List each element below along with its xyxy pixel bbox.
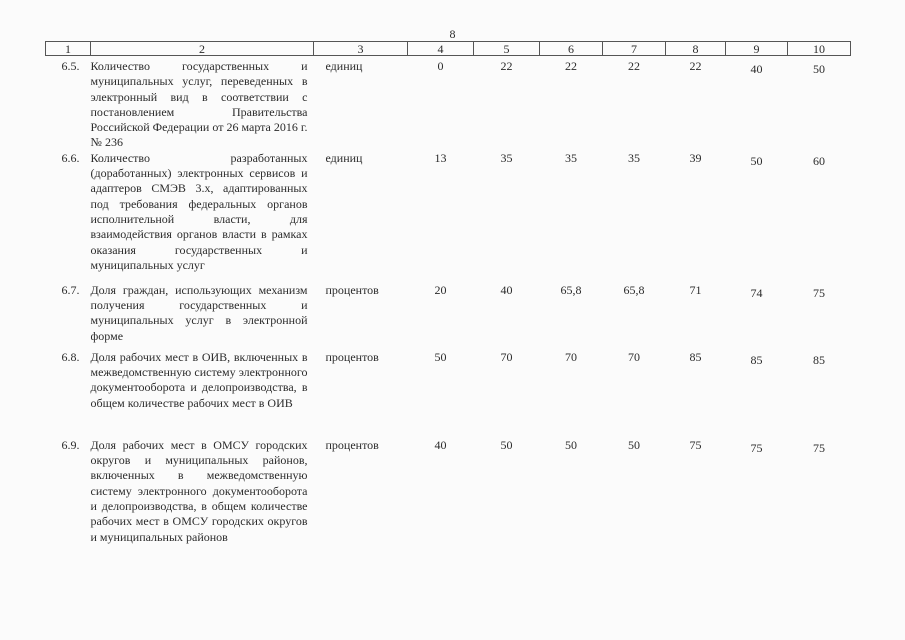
table-row — [46, 151, 851, 283]
column-number: 5 — [474, 42, 540, 56]
value-text: 40 — [750, 62, 763, 76]
indicator-value: 0 — [437, 59, 444, 73]
indicator-value: 40 — [500, 282, 513, 297]
column-number: 6 — [540, 42, 603, 56]
indicator-description: Доля граждан, использующих механизм получения государственных и муниципальных услуг в электронной форме — [90, 282, 308, 343]
value-text: 50 — [813, 62, 825, 76]
indicator-value: 35 — [565, 150, 577, 165]
row-number: 6.6. — [61, 150, 80, 165]
indicator-value: 50 — [565, 437, 577, 452]
indicator-value: 71 — [689, 282, 702, 297]
indicator-value — [726, 438, 788, 568]
column-number: 9 — [726, 42, 788, 56]
value-text: 74 — [750, 285, 763, 300]
indicator-value: 39 — [689, 150, 702, 165]
row-number: 6.9. — [61, 437, 80, 452]
indicator-value — [788, 56, 851, 151]
indicator-value — [788, 283, 851, 350]
indicator-value: 50 — [500, 437, 513, 452]
indicator-description: Доля рабочих мест в ОМСУ городских округов и муниципальных районов, включенных в межведомственную систему электронного документооборота и делопроизводства, в общем количестве рабочих мест в ОМСУ городских округов и муниципальных районов — [90, 437, 308, 544]
unit-of-measure: процентов — [325, 437, 379, 452]
column-number: 1 — [46, 42, 91, 56]
page-number: 8 — [449, 27, 456, 41]
value-text: 75 — [750, 440, 763, 455]
unit-of-measure: процентов — [325, 282, 379, 297]
indicator-description: Количество государственных и муниципальных услуг, переведенных в электронный вид в соответствии с постановлением Правительства Российской Федерации от 26 марта 2016 г. № 236 — [90, 59, 308, 150]
unit-of-measure: процентов — [325, 349, 379, 364]
column-number: 4 — [408, 42, 474, 56]
value-text: 75 — [813, 285, 825, 300]
table-row — [46, 438, 851, 568]
table-row — [46, 283, 851, 350]
table-row — [46, 350, 851, 438]
indicator-value: 70 — [565, 349, 577, 364]
value-text: 75 — [813, 440, 825, 455]
indicator-value: 35 — [500, 150, 513, 165]
indicator-value: 70 — [500, 349, 513, 364]
row-number: 6.8. — [61, 349, 80, 364]
indicator-value: 40 — [434, 437, 447, 452]
indicator-value: 20 — [434, 282, 447, 297]
column-number-header — [46, 42, 851, 56]
value-text: 50 — [750, 153, 763, 168]
indicator-description: Количество разработанных (доработанных) электронных сервисов и адаптеров СМЭВ 3.х, адаптированных под требования федеральных органов исполнительной власти, для взаимодействия органов власти в рамках оказания государственных и муниципальных услуг — [90, 150, 308, 272]
table-row — [46, 56, 851, 151]
indicator-value: 65,8 — [560, 282, 582, 297]
indicator-value: 50 — [628, 437, 640, 452]
indicator-value — [726, 350, 788, 438]
unit-of-measure: единиц — [325, 150, 363, 165]
indicator-value: 35 — [628, 150, 640, 165]
row-number: 6.7. — [61, 282, 80, 297]
indicator-value — [788, 438, 851, 568]
indicator-value: 85 — [689, 349, 702, 364]
indicator-value: 22 — [689, 59, 702, 73]
indicator-value — [726, 283, 788, 350]
indicator-value: 75 — [689, 437, 702, 452]
indicator-value: 22 — [628, 59, 640, 73]
indicator-value — [726, 56, 788, 151]
column-number: 10 — [788, 42, 851, 56]
indicator-value: 50 — [434, 349, 447, 364]
column-number: 8 — [666, 42, 726, 56]
column-number: 7 — [603, 42, 666, 56]
value-text: 85 — [813, 352, 825, 367]
indicator-value: 13 — [434, 150, 447, 165]
row-number: 6.5. — [61, 59, 80, 73]
indicator-value: 70 — [628, 349, 640, 364]
value-text: 60 — [813, 153, 825, 168]
indicator-description: Доля рабочих мест в ОИВ, включенных в межведомственную систему электронного документооборота и делопроизводства, в общем количестве рабочих мест в ОИВ — [90, 349, 308, 410]
indicator-value — [726, 151, 788, 283]
column-number: 3 — [314, 42, 408, 56]
unit-of-measure: единиц — [325, 59, 363, 73]
indicator-value — [788, 151, 851, 283]
indicator-value: 22 — [565, 59, 577, 73]
indicators-table — [45, 41, 851, 568]
value-text: 85 — [750, 352, 763, 367]
column-number: 2 — [91, 42, 314, 56]
indicator-value: 65,8 — [623, 282, 645, 297]
indicator-value: 22 — [500, 59, 513, 73]
indicator-value — [788, 350, 851, 438]
